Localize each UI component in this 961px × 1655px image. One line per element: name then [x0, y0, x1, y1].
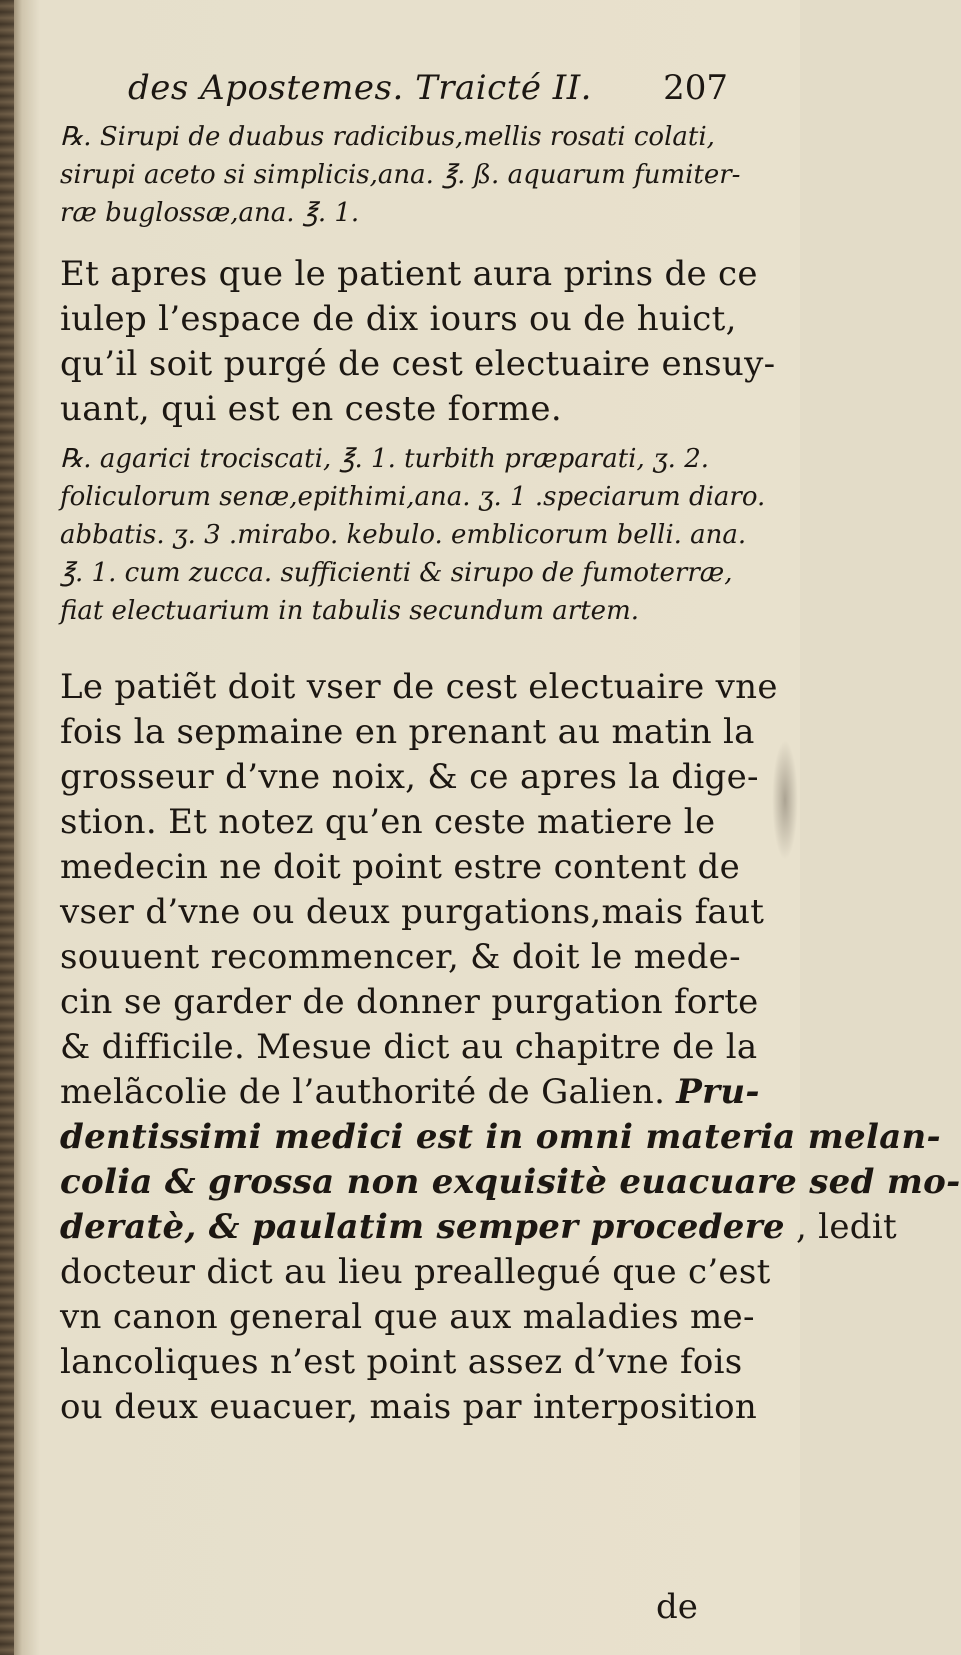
text-line: fois la sepmaine en prenant au matin la — [60, 712, 755, 752]
text-line: qu’il soit purgé de cest electuaire ensuy- — [60, 344, 776, 384]
recipe-line: foliculorum senæ,epithimi,ana. ʒ. 1 .speciarum diaro. — [60, 482, 766, 512]
text-line: vn canon general que aux maladies me- — [60, 1297, 755, 1337]
paragraph-2 — [60, 665, 961, 1430]
recipe-line: ræ buglossæ,ana. ℥. 1. — [60, 198, 360, 228]
latin-quote-line: colia & grossa non exquisitè euacuare sed mo- — [60, 1162, 961, 1202]
text-segment: melãcolie de l’authorité de Galien. — [60, 1072, 666, 1112]
recipe-line: ℞. agarici trociscati, ℥. 1. turbith præparati, ʒ. 2. — [60, 444, 710, 474]
recipe-line: abbatis. ʒ. 3 .mirabo. kebulo. emblicorum belli. ana. — [60, 520, 747, 550]
text-line: docteur dict au lieu preallegué que c’est — [60, 1252, 771, 1292]
text-line: iulep l’espace de dix iours ou de huict, — [60, 299, 737, 339]
text-line: vser d’vne ou deux purgations,mais faut — [60, 892, 765, 932]
text-line: souuent recommencer, & doit le mede- — [60, 937, 741, 977]
text-line: stion. Et notez qu’en ceste matiere le — [60, 802, 716, 842]
text-line: Et apres que le patient aura prins de ce — [60, 254, 758, 294]
text-line — [60, 1070, 961, 1115]
recipe-line: ℥. 1. cum zucca. sufficienti & sirupo de fumoterræ, — [60, 558, 733, 588]
recipe-line: fiat electuarium in tabulis secundum artem. — [60, 596, 639, 626]
recipe-block-1 — [60, 118, 740, 232]
text-segment: , ledit — [784, 1207, 897, 1247]
text-line: ou deux euacuer, mais par interposition — [60, 1387, 758, 1427]
text-line: grosseur d’vne noix, & ce apres la dige- — [60, 757, 759, 797]
recipe-line: ℞. Sirupi de duabus radicibus,mellis rosati colati, — [60, 122, 715, 152]
latin-quote-start: Pru- — [676, 1072, 760, 1112]
recipe-block-2 — [60, 440, 765, 630]
page-number: 207 — [663, 68, 728, 108]
text-line: lancoliques n’est point assez d’vne fois — [60, 1342, 743, 1382]
text-line: cin se garder de donner purgation forte — [60, 982, 759, 1022]
latin-quote-end: deratè, & paulatim semper procedere — [60, 1207, 785, 1247]
text-line: medecin ne doit point estre content de — [60, 847, 741, 887]
text-line: & difficile. Mesue dict au chapitre de la — [60, 1027, 758, 1067]
recipe-line: sirupi aceto si simplicis,ana. ℥. ß. aquarum fumiter- — [60, 160, 741, 190]
catchword: de — [656, 1587, 698, 1627]
text-line — [60, 1205, 961, 1250]
paragraph-1 — [60, 252, 775, 432]
text-line: uant, qui est en ceste forme. — [60, 389, 562, 429]
running-title: des Apostemes. Traicté II. — [128, 68, 592, 108]
text-line: Le patiẽt doit vser de cest electuaire vne — [60, 667, 778, 707]
page-header — [118, 68, 728, 114]
book-spine-edge — [0, 0, 14, 1655]
latin-quote-line: dentissimi medici est in omni materia melan- — [60, 1117, 941, 1157]
